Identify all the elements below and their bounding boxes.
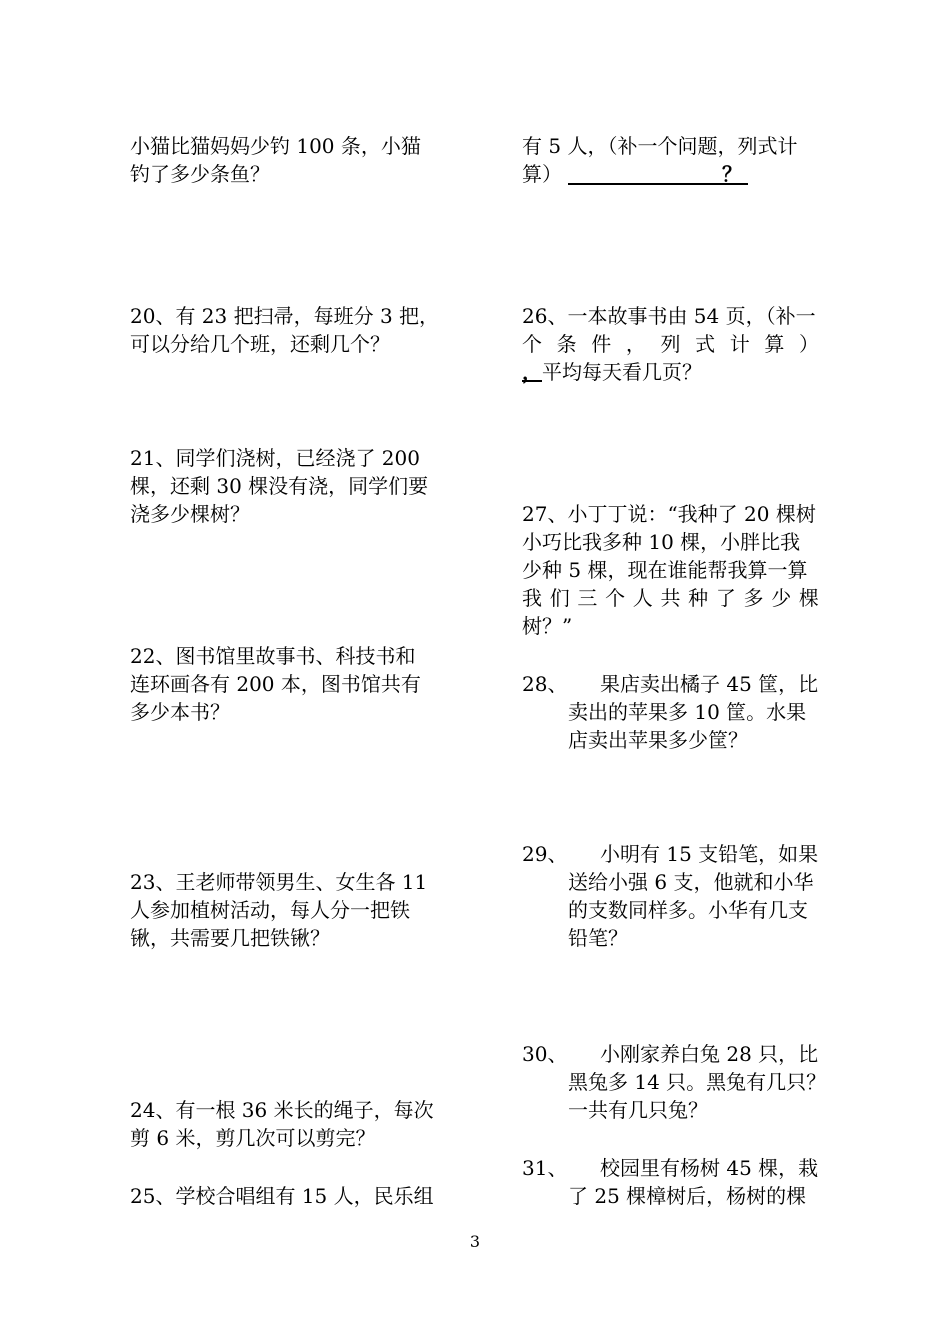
problem-21-line-1: 21、同学们浇树，已经浇了 200 [130, 446, 420, 470]
problem-24-line-1: 24、有一根 36 米长的绳子，每次 [130, 1098, 434, 1122]
problem-27-line-4-char: 三 [577, 586, 598, 610]
problem-26-line-2-char: 件 [591, 332, 612, 356]
problem-26-line-1: 26、一本故事书由 54 页，（补一 [522, 304, 816, 328]
problem-27-line-1: 27、小丁丁说：“我种了 20 棵树 [522, 502, 816, 526]
problem-26-line-2-char: ） [799, 332, 819, 356]
problem-26-line-2-char: 式 [695, 332, 716, 356]
problem-25-text: 算） [522, 162, 562, 186]
problem-25-line-1: 25、学校合唱组有 15 人，民乐组 [130, 1184, 434, 1208]
problem-29-line-1: 小明有 15 支铅笔，如果 [600, 842, 819, 866]
problem-27-line-5: 树？” [522, 614, 573, 638]
problem-27-line-4-char: 我 [522, 586, 542, 610]
page-number: 3 [469, 1232, 481, 1251]
problem-28-line-3: 店卖出苹果多少筐？ [568, 728, 748, 752]
problem-28-line-2: 卖出的苹果多 10 筐。水果 [568, 700, 807, 724]
problem-26-text: 平均每天看几页？ [542, 360, 702, 384]
problem-19-line-2: 钓了多少条鱼？ [130, 162, 270, 186]
problem-27-line-4-char: 种 [688, 586, 709, 610]
problem-27-line-4-char: 了 [715, 586, 736, 610]
problem-27-line-3: 少种 5 棵，现在谁能帮我算一算 [522, 558, 808, 582]
problem-26-line-2-char: 个 [522, 332, 542, 356]
problem-27-line-4 [522, 584, 819, 612]
problem-23-line-2: 人参加植树活动，每人分一把铁 [130, 898, 410, 922]
problem-30-line-1: 小刚家养白兔 28 只，比 [600, 1042, 819, 1066]
problem-20-line-1: 20、有 23 把扫帚，每班分 3 把， [130, 304, 440, 328]
problem-30-line-3: 一共有几只兔？ [568, 1098, 708, 1122]
problem-26-line-2-char: ， [625, 332, 646, 356]
problem-23-line-1: 23、王老师带领男生、女生各 11 [130, 870, 428, 894]
problem-26-blank-mark: ， [522, 360, 542, 384]
problem-21-line-2: 棵，还剩 30 棵没有浇，同学们要 [130, 474, 429, 498]
problem-26-line-3 [522, 358, 702, 386]
answer-blank [568, 161, 748, 185]
problem-27-line-4-char: 人 [632, 586, 653, 610]
problem-27-line-4-char: 共 [660, 586, 681, 610]
problem-24-line-2: 剪 6 米，剪几次可以剪完？ [130, 1126, 376, 1150]
problem-22-line-3: 多少本书？ [130, 700, 230, 724]
problem-29-line-2: 送给小强 6 支，他就和小华 [568, 870, 814, 894]
problem-29-line-3: 的支数同样多。小华有几支 [568, 898, 808, 922]
problem-28-line-1: 果店卖出橘子 45 筐，比 [600, 672, 819, 696]
problem-30-line-2: 黑兔多 14 只。黑兔有几只？ [568, 1070, 827, 1094]
problem-22-line-1: 22、图书馆里故事书、科技书和 [130, 644, 416, 668]
problem-27-line-4-char: 多 [743, 586, 764, 610]
problem-19-line-1: 小猫比猫妈妈少钓 100 条，小猫 [130, 134, 421, 158]
problem-25-line-2: 有 5 人，（补一个问题，列式计 [522, 134, 798, 158]
problem-22-line-2: 连环画各有 200 本，图书馆共有 [130, 672, 421, 696]
problem-31-line-1: 校园里有杨树 45 棵，栽 [600, 1156, 819, 1180]
problem-21-line-3: 浇多少棵树？ [130, 502, 250, 526]
problem-26-line-2-char: 计 [729, 332, 750, 356]
problem-30-number: 30、 [522, 1042, 568, 1066]
answer-blank-question-mark: ？ [722, 162, 742, 186]
problem-31-number: 31、 [522, 1156, 568, 1180]
problem-28-number: 28、 [522, 672, 568, 696]
problem-29-number: 29、 [522, 842, 568, 866]
problem-26-line-2-char: 条 [556, 332, 577, 356]
problem-27-line-4-char: 少 [771, 586, 792, 610]
problem-20-line-2: 可以分给几个班，还剩几个？ [130, 332, 390, 356]
problem-23-line-3: 锹，共需要几把铁锹？ [130, 926, 330, 950]
problem-27-line-4-char: 们 [549, 586, 570, 610]
problem-27-line-4-char: 棵 [798, 586, 819, 610]
problem-26-line-2-char: 算 [764, 332, 785, 356]
problem-27-line-2: 小巧比我多种 10 棵，小胖比我 [522, 530, 801, 554]
problem-27-line-4-char: 个 [605, 586, 626, 610]
problem-26-line-2-char: 列 [660, 332, 681, 356]
problem-31-line-2: 了 25 棵樟树后，杨树的棵 [568, 1184, 807, 1208]
problem-25-line-3 [522, 160, 742, 188]
problem-26-line-2 [522, 330, 819, 358]
problem-29-line-4: 铅笔？ [568, 926, 628, 950]
